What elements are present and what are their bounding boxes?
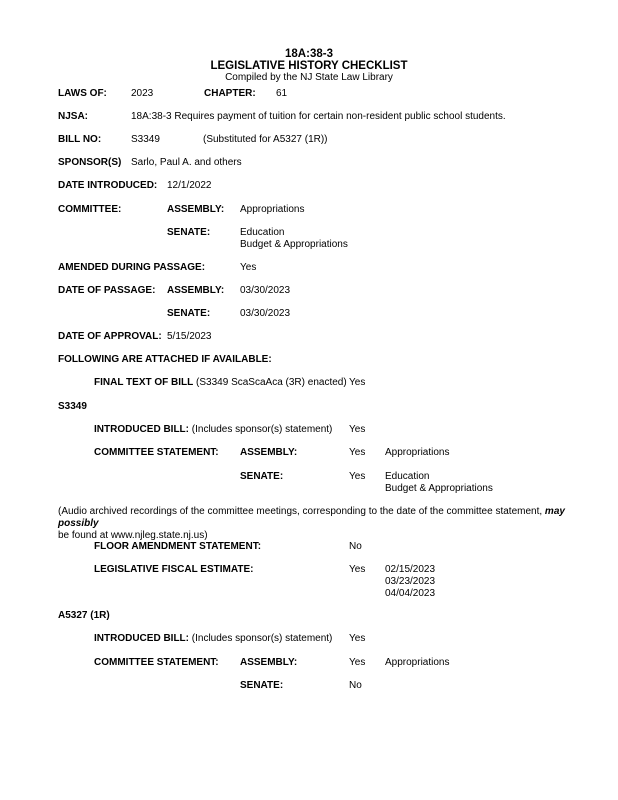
committee-assembly-label: ASSEMBLY: [167, 204, 225, 215]
bill-no-label: BILL NO: [58, 134, 102, 145]
approval-label: DATE OF APPROVAL: [58, 331, 162, 342]
fiscal-date: 02/15/2023 [385, 564, 436, 575]
sponsors-value: Sarlo, Paul A. and others [131, 157, 242, 168]
s3349-senate-label: SENATE: [240, 471, 284, 482]
sponsors-label: SPONSOR(S) [58, 157, 122, 168]
s3349-heading: S3349 [58, 401, 87, 412]
passage-assembly-label: ASSEMBLY: [167, 285, 225, 296]
final-text-value: Yes [349, 377, 366, 388]
approval-value: 5/15/2023 [167, 331, 212, 342]
final-text-row [94, 377, 347, 389]
floor-amendment-label: FLOOR AMENDMENT STATEMENT: [94, 541, 262, 552]
date-introduced-value: 12/1/2022 [167, 180, 212, 191]
committee-label: COMMITTEE: [58, 204, 122, 215]
date-introduced-label: DATE INTRODUCED: [58, 180, 158, 191]
audio-note-emphasis: may possibly [58, 506, 565, 529]
s3349-introduced-value: Yes [349, 424, 366, 435]
fiscal-date: 03/23/2023 [385, 576, 436, 587]
a5327-heading: A5327 (1R) [58, 610, 110, 621]
passage-senate-value: 03/30/2023 [240, 308, 291, 319]
compiled-by: Compiled by the NJ State Law Library [225, 72, 393, 83]
following-heading: FOLLOWING ARE ATTACHED IF AVAILABLE: [58, 354, 272, 365]
fiscal-date: 04/04/2023 [385, 588, 436, 599]
laws-of-value: 2023 [131, 88, 154, 99]
a5327-committee-statement-label: COMMITTEE STATEMENT: [94, 657, 219, 668]
committee-assembly-value: Appropriations [240, 204, 305, 215]
final-text-detail: (S3349 ScaScaAca (3R) enacted) [196, 377, 347, 388]
a5327-senate-label: SENATE: [240, 680, 284, 691]
page-citation: 18A:38-3 [285, 48, 333, 60]
a5327-assembly-committee: Appropriations [385, 657, 450, 668]
s3349-introduced-row [94, 424, 332, 436]
chapter-value: 61 [276, 88, 288, 99]
njsa-value: 18A:38-3 Requires payment of tuition for certain non-resident public school students. [131, 111, 506, 122]
s3349-committee-statement-label: COMMITTEE STATEMENT: [94, 447, 219, 458]
committee-senate-label: SENATE: [167, 227, 211, 238]
floor-amendment-value: No [349, 541, 362, 552]
amended-value: Yes [240, 262, 257, 273]
s3349-assembly-label: ASSEMBLY: [240, 447, 298, 458]
passage-senate-label: SENATE: [167, 308, 211, 319]
s3349-assembly-committee: Appropriations [385, 447, 450, 458]
chapter-label: CHAPTER: [204, 88, 256, 99]
audio-note [58, 506, 603, 542]
a5327-introduced-value: Yes [349, 633, 366, 644]
s3349-introduced-label: INTRODUCED BILL: [94, 424, 189, 435]
s3349-senate-committee-1: Education [385, 471, 430, 482]
fiscal-estimate-value: Yes [349, 564, 366, 575]
committee-senate-value-2: Budget & Appropriations [240, 239, 348, 250]
audio-note-text: (Audio archived recordings of the committee meetings, corresponding to the date of the committee statement, [58, 506, 543, 517]
s3349-senate-committee-2: Budget & Appropriations [385, 483, 493, 494]
a5327-introduced-detail: (Includes sponsor(s) statement) [191, 633, 333, 644]
a5327-assembly-label: ASSEMBLY: [240, 657, 298, 668]
audio-note-link-text: be found at www.njleg.state.nj.us) [58, 530, 208, 541]
a5327-introduced-row [94, 633, 332, 645]
amended-label: AMENDED DURING PASSAGE: [58, 262, 206, 273]
page-title: LEGISLATIVE HISTORY CHECKLIST [210, 60, 408, 72]
a5327-introduced-label: INTRODUCED BILL: [94, 633, 189, 644]
passage-assembly-value: 03/30/2023 [240, 285, 291, 296]
a5327-senate-value: No [349, 680, 362, 691]
a5327-assembly-value: Yes [349, 657, 366, 668]
bill-substituted: (Substituted for A5327 (1R)) [203, 134, 328, 145]
fiscal-estimate-label: LEGISLATIVE FISCAL ESTIMATE: [94, 564, 254, 575]
s3349-assembly-value: Yes [349, 447, 366, 458]
final-text-label: FINAL TEXT OF BILL [94, 377, 194, 388]
s3349-senate-value: Yes [349, 471, 366, 482]
bill-no-value: S3349 [131, 134, 160, 145]
njsa-label: NJSA: [58, 111, 89, 122]
laws-of-label: LAWS OF: [58, 88, 107, 99]
s3349-introduced-detail: (Includes sponsor(s) statement) [191, 424, 333, 435]
committee-senate-value-1: Education [240, 227, 285, 238]
passage-label: DATE OF PASSAGE: [58, 285, 156, 296]
